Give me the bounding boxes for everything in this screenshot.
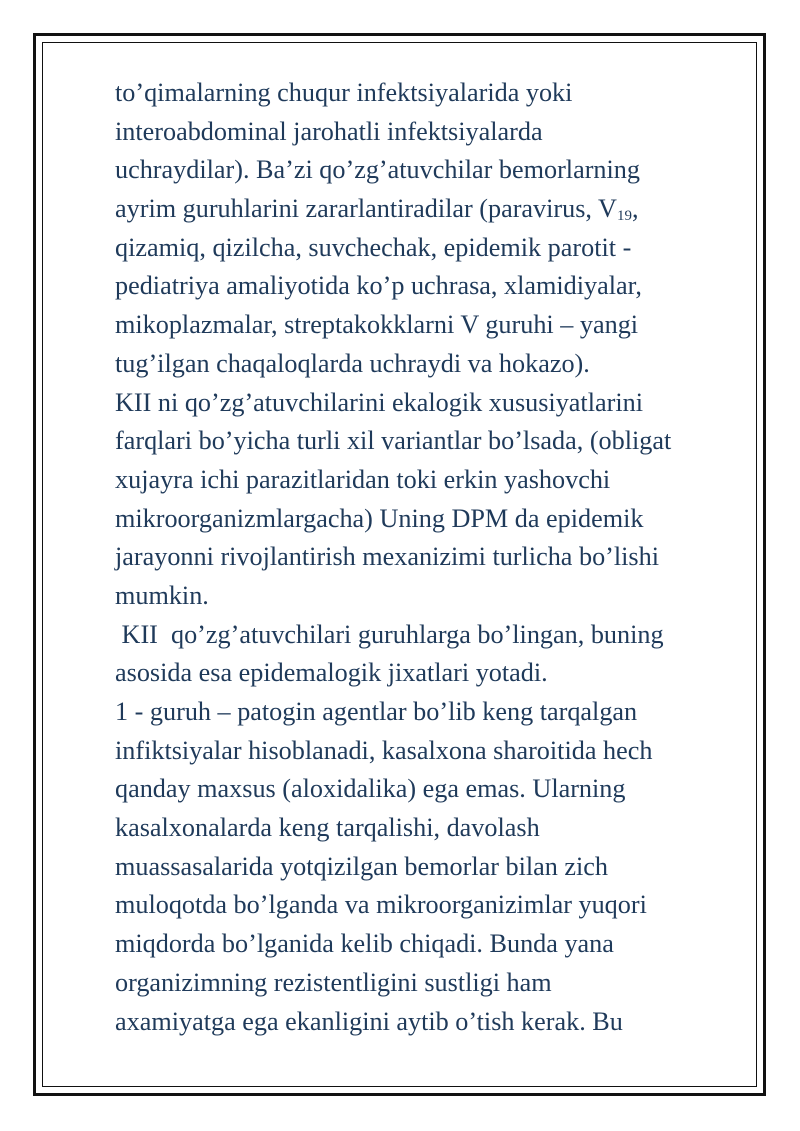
text-line-4-suffix: , <box>631 194 639 224</box>
text-line-25: axamiyatga ega ekanligini aytib o’tish kerak. Bu <box>115 1006 623 1036</box>
text-line-4 <box>115 190 765 229</box>
text-line-17: 1 - guruh – patogin agentlar bo’lib keng tarqalgan <box>115 697 638 726</box>
text-line-15: KII qo’zg’atuvchilari guruhlarga bo’lingan, buning <box>115 619 664 649</box>
text-line-5: qizamiq, qizilcha, suvchechak, epidemik parotit - <box>115 232 632 262</box>
text-line-6: pediatriya amaliyotida ko’p uchrasa, xlamidiyalar, <box>115 271 642 301</box>
text-line-22: muloqotda bo’lganda va mikroorganizimlar yuqori <box>115 890 647 920</box>
text-line-10: farqlari bo’yicha turli xil variantlar bo’lsada, (obligat <box>115 426 672 456</box>
document-body <box>115 74 765 1041</box>
text-line-1: to’qimalarning chuqur infektsiyalarida yoki <box>115 78 573 107</box>
text-line-4-main: ayrim guruhlarini zararlantiradilar (paravirus, V <box>115 194 617 224</box>
text-line-12: mikroorganizmlargacha) Uning DPM da epidemik <box>115 503 644 533</box>
text-line-21: muassasalarida yotqizilgan bemorlar bilan zich <box>115 851 609 881</box>
text-line-18: infiktsiyalar hisoblanadi, kasalxona sharoitida hech <box>115 735 653 765</box>
text-line-14: mumkin. <box>115 580 209 610</box>
text-line-9: KII ni qo’zg’atuvchilarini ekalogik xususiyatlarini <box>115 387 643 417</box>
text-line-19: qanday maxsus (aloxidalika) ega emas. Ularning <box>115 774 626 804</box>
text-line-13: jarayonni rivojlantirish mexanizimi turlicha bo’lishi <box>115 542 659 572</box>
text-line-20: kasalxonalarda keng tarqalishi, davolash <box>115 813 540 843</box>
text-line-3: uchraydilar). Ba’zi qo’zg’atuvchilar bemorlarning <box>115 155 640 185</box>
text-line-4-subscript: 19 <box>616 208 632 225</box>
text-line-8: tug’ilgan chaqaloqlarda uchraydi va hokazo). <box>115 348 590 378</box>
text-line-2: interoabdominal jarohatli infektsiyalarda <box>115 116 543 146</box>
text-line-11: xujayra ichi parazitlaridan toki erkin yashovchi <box>115 464 611 494</box>
text-line-23: miqdorda bo’lganida kelib chiqadi. Bunda yana <box>115 929 614 959</box>
text-line-24: organizimning rezistentligini sustligi ham <box>115 967 552 997</box>
text-line-7: mikoplazmalar, streptakokklarni V guruhi – yangi <box>115 310 639 340</box>
text-line-16: asosida esa epidemalogik jixatlari yotadi. <box>115 658 548 688</box>
